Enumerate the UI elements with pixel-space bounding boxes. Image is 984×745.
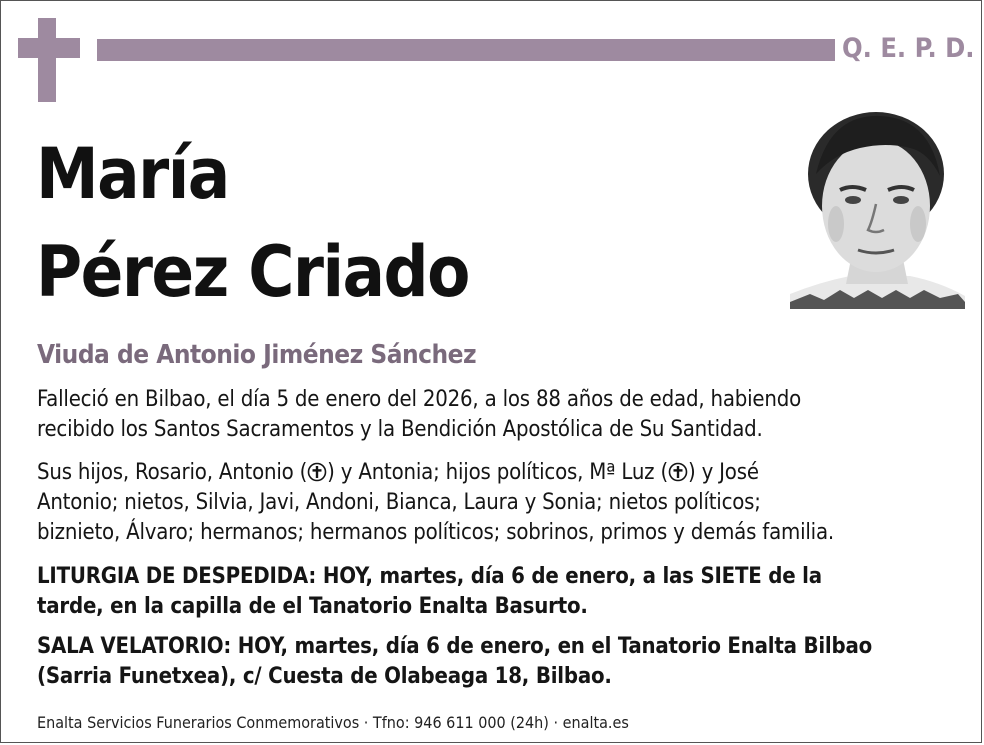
family-text: Sus hijos, Rosario, Antonio ( (37, 460, 308, 485)
deceased-first-name: María (36, 133, 229, 215)
wake-line: SALA VELATORIO: HOY, martes, día 6 de enero, en el Tanatorio Enalta Bilbao (37, 634, 873, 659)
announcement-line: Falleció en Bilbao, el día 5 de enero del 2026, a los 88 años de edad, habiendo (37, 387, 802, 412)
deceased-surnames: Pérez Criado (36, 231, 469, 313)
farewell-line: tarde, en la capilla de el Tanatorio Enalta Basurto. (37, 594, 588, 619)
family-list (37, 458, 947, 548)
death-announcement (37, 385, 947, 445)
footer-contact: Enalta Servicios Funerarios Conmemorativos · Tfno: 946 611 000 (24h) · enalta.es (37, 713, 629, 732)
family-line (37, 458, 947, 488)
cross-circle-icon (668, 461, 688, 481)
deceased-portrait-photo (790, 104, 965, 309)
family-line: biznieto, Álvaro; hermanos; hermanos políticos; sobrinos, primos y demás familia. (37, 520, 834, 545)
header-divider-bar (97, 39, 835, 61)
farewell-line: LITURGIA DE DESPEDIDA: HOY, martes, día 6 de enero, a las SIETE de la (37, 564, 822, 589)
family-text: ) y Antonia; hijos políticos, Mª Luz ( (327, 460, 668, 485)
family-line: Antonio; nietos, Silvia, Javi, Andoni, Bianca, Laura y Sonia; nietos políticos; (37, 490, 761, 515)
widow-of-line: Viuda de Antonio Jiménez Sánchez (37, 340, 477, 370)
announcement-line: recibido los Santos Sacramentos y la Bendición Apostólica de Su Santidad. (37, 417, 763, 442)
cross-circle-icon (307, 461, 327, 481)
qepd-badge: Q. E. P. D. (842, 33, 975, 64)
family-text: ) y José (687, 460, 759, 485)
wake-line: (Sarria Funetxea), c/ Cuesta de Olabeaga 18, Bilbao. (37, 664, 612, 689)
farewell-liturgy (37, 562, 947, 622)
wake-room (37, 632, 947, 692)
